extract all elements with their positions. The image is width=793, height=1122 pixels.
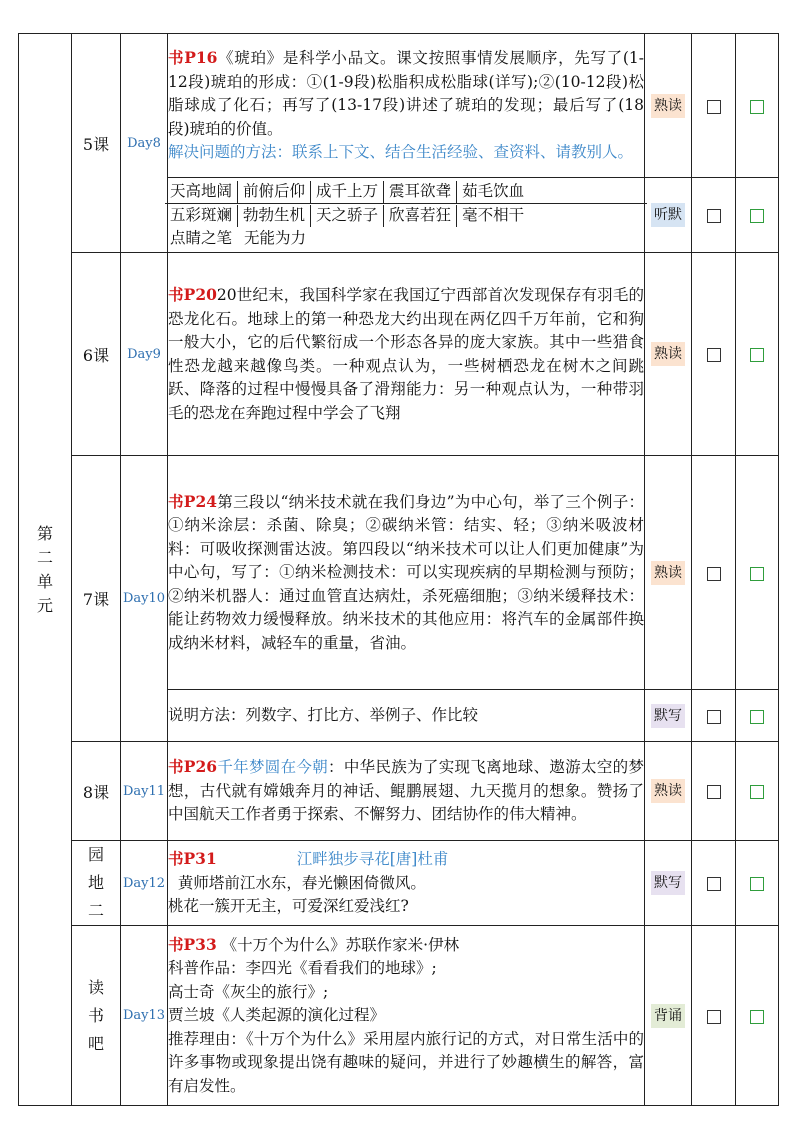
lesson-6-cell [72, 253, 121, 456]
word: 天高地阔 [170, 182, 233, 200]
lesson-5-summary [168, 34, 645, 178]
mode-cell [645, 456, 692, 690]
checkbox-cell [692, 742, 736, 841]
mode-badge: 默写 [651, 871, 685, 895]
explanation-methods [168, 690, 645, 742]
checkbox[interactable] [707, 348, 721, 362]
word: 无能为力 [244, 229, 307, 247]
checkbox-green[interactable] [750, 1010, 764, 1024]
table-row [19, 456, 779, 690]
word-row-1 [165, 180, 647, 204]
word: 点睛之笔 [170, 229, 233, 247]
checkbox-cell-green [736, 253, 779, 456]
checkbox-cell-green [736, 742, 779, 841]
checkbox-cell [692, 178, 736, 253]
checkbox-cell [692, 690, 736, 742]
table-row [19, 253, 779, 456]
checkbox-green[interactable] [750, 209, 764, 223]
checkbox[interactable] [707, 1010, 721, 1024]
word-list [168, 178, 645, 253]
day-cell [121, 34, 168, 253]
mode-badge: 背诵 [651, 1004, 685, 1028]
study-plan-table [18, 33, 779, 1106]
mode-badge: 熟读 [651, 561, 685, 585]
checkbox-cell [692, 456, 736, 690]
checkbox[interactable] [707, 567, 721, 581]
poem-line: 桃花一簇开无主，可爱深红爱浅红? [168, 897, 409, 916]
lesson-6-summary [168, 253, 645, 456]
word: 五彩斑斓 [170, 206, 233, 224]
word: 欣喜若狂 [389, 206, 452, 224]
page-ref: 书P24 [168, 491, 218, 511]
checkbox-cell-green [736, 178, 779, 253]
summary-text: ：中华民族为了实现飞离地球、遨游太空的梦想，古代就有嫦娥奔月的神话、鲲鹏展翅、九天揽月的想象。赞扬了中国航天工作者勇于探索、不懈努力、团结协作的伟大精神。 [168, 758, 644, 824]
mode-badge: 熟读 [651, 94, 685, 118]
mode-badge: 默写 [651, 704, 685, 728]
summary-text: 20世纪末，我国科学家在我国辽宁西部首次发现保存有羽毛的恐龙化石。地球上的第一种恐龙大约出现在两亿四千万年前，它和狗一般大小，它的后代繁衍成一个形态各异的庞大家族。其中一些猎食性恐龙越来越像鸟类。一种观点认为，一些树栖恐龙在树木之间跳跃、降落的过程中慢慢具备了滑翔能力：另一种观点认为，一种带羽毛的恐龙在奔跑过程中学会了飞翔 [168, 286, 644, 422]
day-label: Day8 [127, 135, 161, 151]
checkbox-cell [692, 841, 736, 926]
reading-bar-cell [72, 926, 121, 1106]
checkbox[interactable] [707, 100, 721, 114]
checkbox[interactable] [707, 785, 721, 799]
reading-content [168, 926, 645, 1106]
reading-line: 推荐理由：《十万个为什么》采用屋内旅行记的方式，对日常生活中的许多事物或现象提出饶有趣味的疑问，并进行了妙趣横生的解答，富有启发性。 [168, 1029, 644, 1095]
lesson-char: 地 [87, 873, 104, 892]
reading-line: 贾兰坡《人类起源的演化过程》 [168, 1006, 386, 1025]
lesson-char: 园 [87, 845, 104, 864]
page-ref: 书P31 [168, 849, 217, 869]
word-row-2 [168, 204, 644, 227]
lesson-label: 7课 [82, 590, 110, 609]
day-label: Day10 [122, 591, 166, 606]
mode-cell [645, 742, 692, 841]
day-label: Day9 [127, 346, 161, 362]
checkbox[interactable] [707, 877, 721, 891]
page-ref: 书P20 [168, 285, 217, 304]
checkbox-green[interactable] [750, 348, 764, 362]
checkbox-green[interactable] [750, 877, 764, 891]
table-row [19, 34, 779, 178]
word: 毫不相干 [462, 206, 525, 224]
mode-cell [645, 690, 692, 742]
mode-badge: 熟读 [651, 779, 685, 803]
checkbox-cell-green [736, 841, 779, 926]
reading-line: 科普作品：李四光《看看我们的地球》; [168, 959, 437, 978]
page-ref: 书P33 [168, 934, 217, 954]
day-label: Day11 [122, 783, 166, 799]
word-row-3 [168, 227, 644, 250]
day-label: Day13 [122, 1008, 166, 1023]
checkbox[interactable] [707, 209, 721, 223]
day-cell [121, 926, 168, 1106]
checkbox-green[interactable] [750, 785, 764, 799]
page-ref: 书P16 [168, 48, 218, 68]
checkbox-cell-green [736, 690, 779, 742]
lesson-char: 二 [87, 901, 104, 920]
book-head: 《十万个为什么》苏联作家米·伊林 [216, 935, 460, 954]
day-cell [121, 841, 168, 926]
checkbox-cell-green [736, 34, 779, 178]
mode-cell [645, 253, 692, 456]
method-note: 解决问题的方法：联系上下文、结合生活经验、查资料、请教别人。 [168, 143, 634, 162]
mode-cell [645, 926, 692, 1106]
poem-title: 江畔独步寻花[唐]杜甫 [296, 850, 449, 869]
day-cell [121, 456, 168, 742]
mode-cell [645, 178, 692, 253]
checkbox-cell-green [736, 456, 779, 690]
poem-line: 黄师塔前江水东，春光懒困倚微风。 [168, 873, 426, 892]
table-row [19, 841, 779, 926]
lesson-label: 5课 [82, 134, 110, 154]
unit-label: 第二单元 [37, 523, 54, 615]
lesson-label: 8课 [82, 782, 110, 802]
poem-content [168, 841, 645, 926]
mode-badge: 熟读 [651, 342, 685, 366]
lesson-char: 书 [87, 1005, 104, 1025]
unit-cell [19, 34, 72, 1106]
word: 前俯后仰 [243, 182, 306, 200]
table-row [19, 742, 779, 841]
checkbox-green[interactable] [750, 710, 764, 724]
checkbox-cell [692, 253, 736, 456]
day-label: Day12 [122, 875, 166, 891]
checkbox[interactable] [707, 710, 721, 724]
lesson-char: 读 [87, 977, 104, 997]
word: 成千上万 [316, 182, 379, 200]
mode-badge: 听默 [651, 203, 685, 227]
checkbox-green[interactable] [750, 567, 764, 581]
summary-text: 第三段以“纳米技术就在我们身边”为中心句，举了三个例子：①纳米涂层：杀菌、除臭；②碳纳米管：结实、轻；③纳米吸波材料：可吸收探测雷达波。第四段以“纳米技术可以让人们更加健康”为中心句，写了：①纳米检测技术：可以实现疾病的早期检测与预防；②纳米机器人：通过血管直达病灶，杀死癌细胞；③纳米缓释技术：能让药物效力缓慢释放。纳米技术的其他应用：将汽车的金属部件换成纳米材料，减轻车的重量，省油。 [168, 492, 644, 652]
table-row [19, 926, 779, 1106]
checkbox-cell [692, 34, 736, 178]
day-cell [121, 253, 168, 456]
garden-cell [72, 841, 121, 926]
mode-cell [645, 34, 692, 178]
lesson-8-cell [72, 742, 121, 841]
lesson-title: 千年梦圆在今朝 [217, 758, 329, 777]
checkbox-cell [692, 926, 736, 1106]
word: 勃勃生机 [243, 206, 306, 224]
lesson-label: 6课 [82, 345, 110, 365]
checkbox-green[interactable] [750, 100, 764, 114]
lesson-char: 吧 [87, 1033, 104, 1053]
mode-cell [645, 841, 692, 926]
reading-line: 高士奇《灰尘的旅行》; [168, 982, 329, 1001]
lesson-5-cell [72, 34, 121, 253]
lesson-8-summary [168, 742, 645, 841]
lesson-7-cell [72, 456, 121, 742]
page-ref: 书P26 [168, 757, 218, 777]
checkbox-cell-green [736, 926, 779, 1106]
lesson-7-summary [168, 456, 645, 690]
word: 震耳欲聋 [389, 182, 452, 200]
word: 茹毛饮血 [462, 182, 525, 200]
methods-text: 说明方法：列数字、打比方、举例子、作比较 [168, 705, 479, 724]
day-cell [121, 742, 168, 841]
summary-text: 《琥珀》是科学小品文。课文按照事情发展顺序，先写了(1-12段)琥珀的形成：①(1-9段)松脂积成松脂球(详写);②(10-12段)松脂球成了化石；再写了(13-17段)讲述了琥珀的发现；最后写了(18段)琥珀的价值。 [168, 49, 644, 138]
word: 天之骄子 [316, 206, 379, 224]
